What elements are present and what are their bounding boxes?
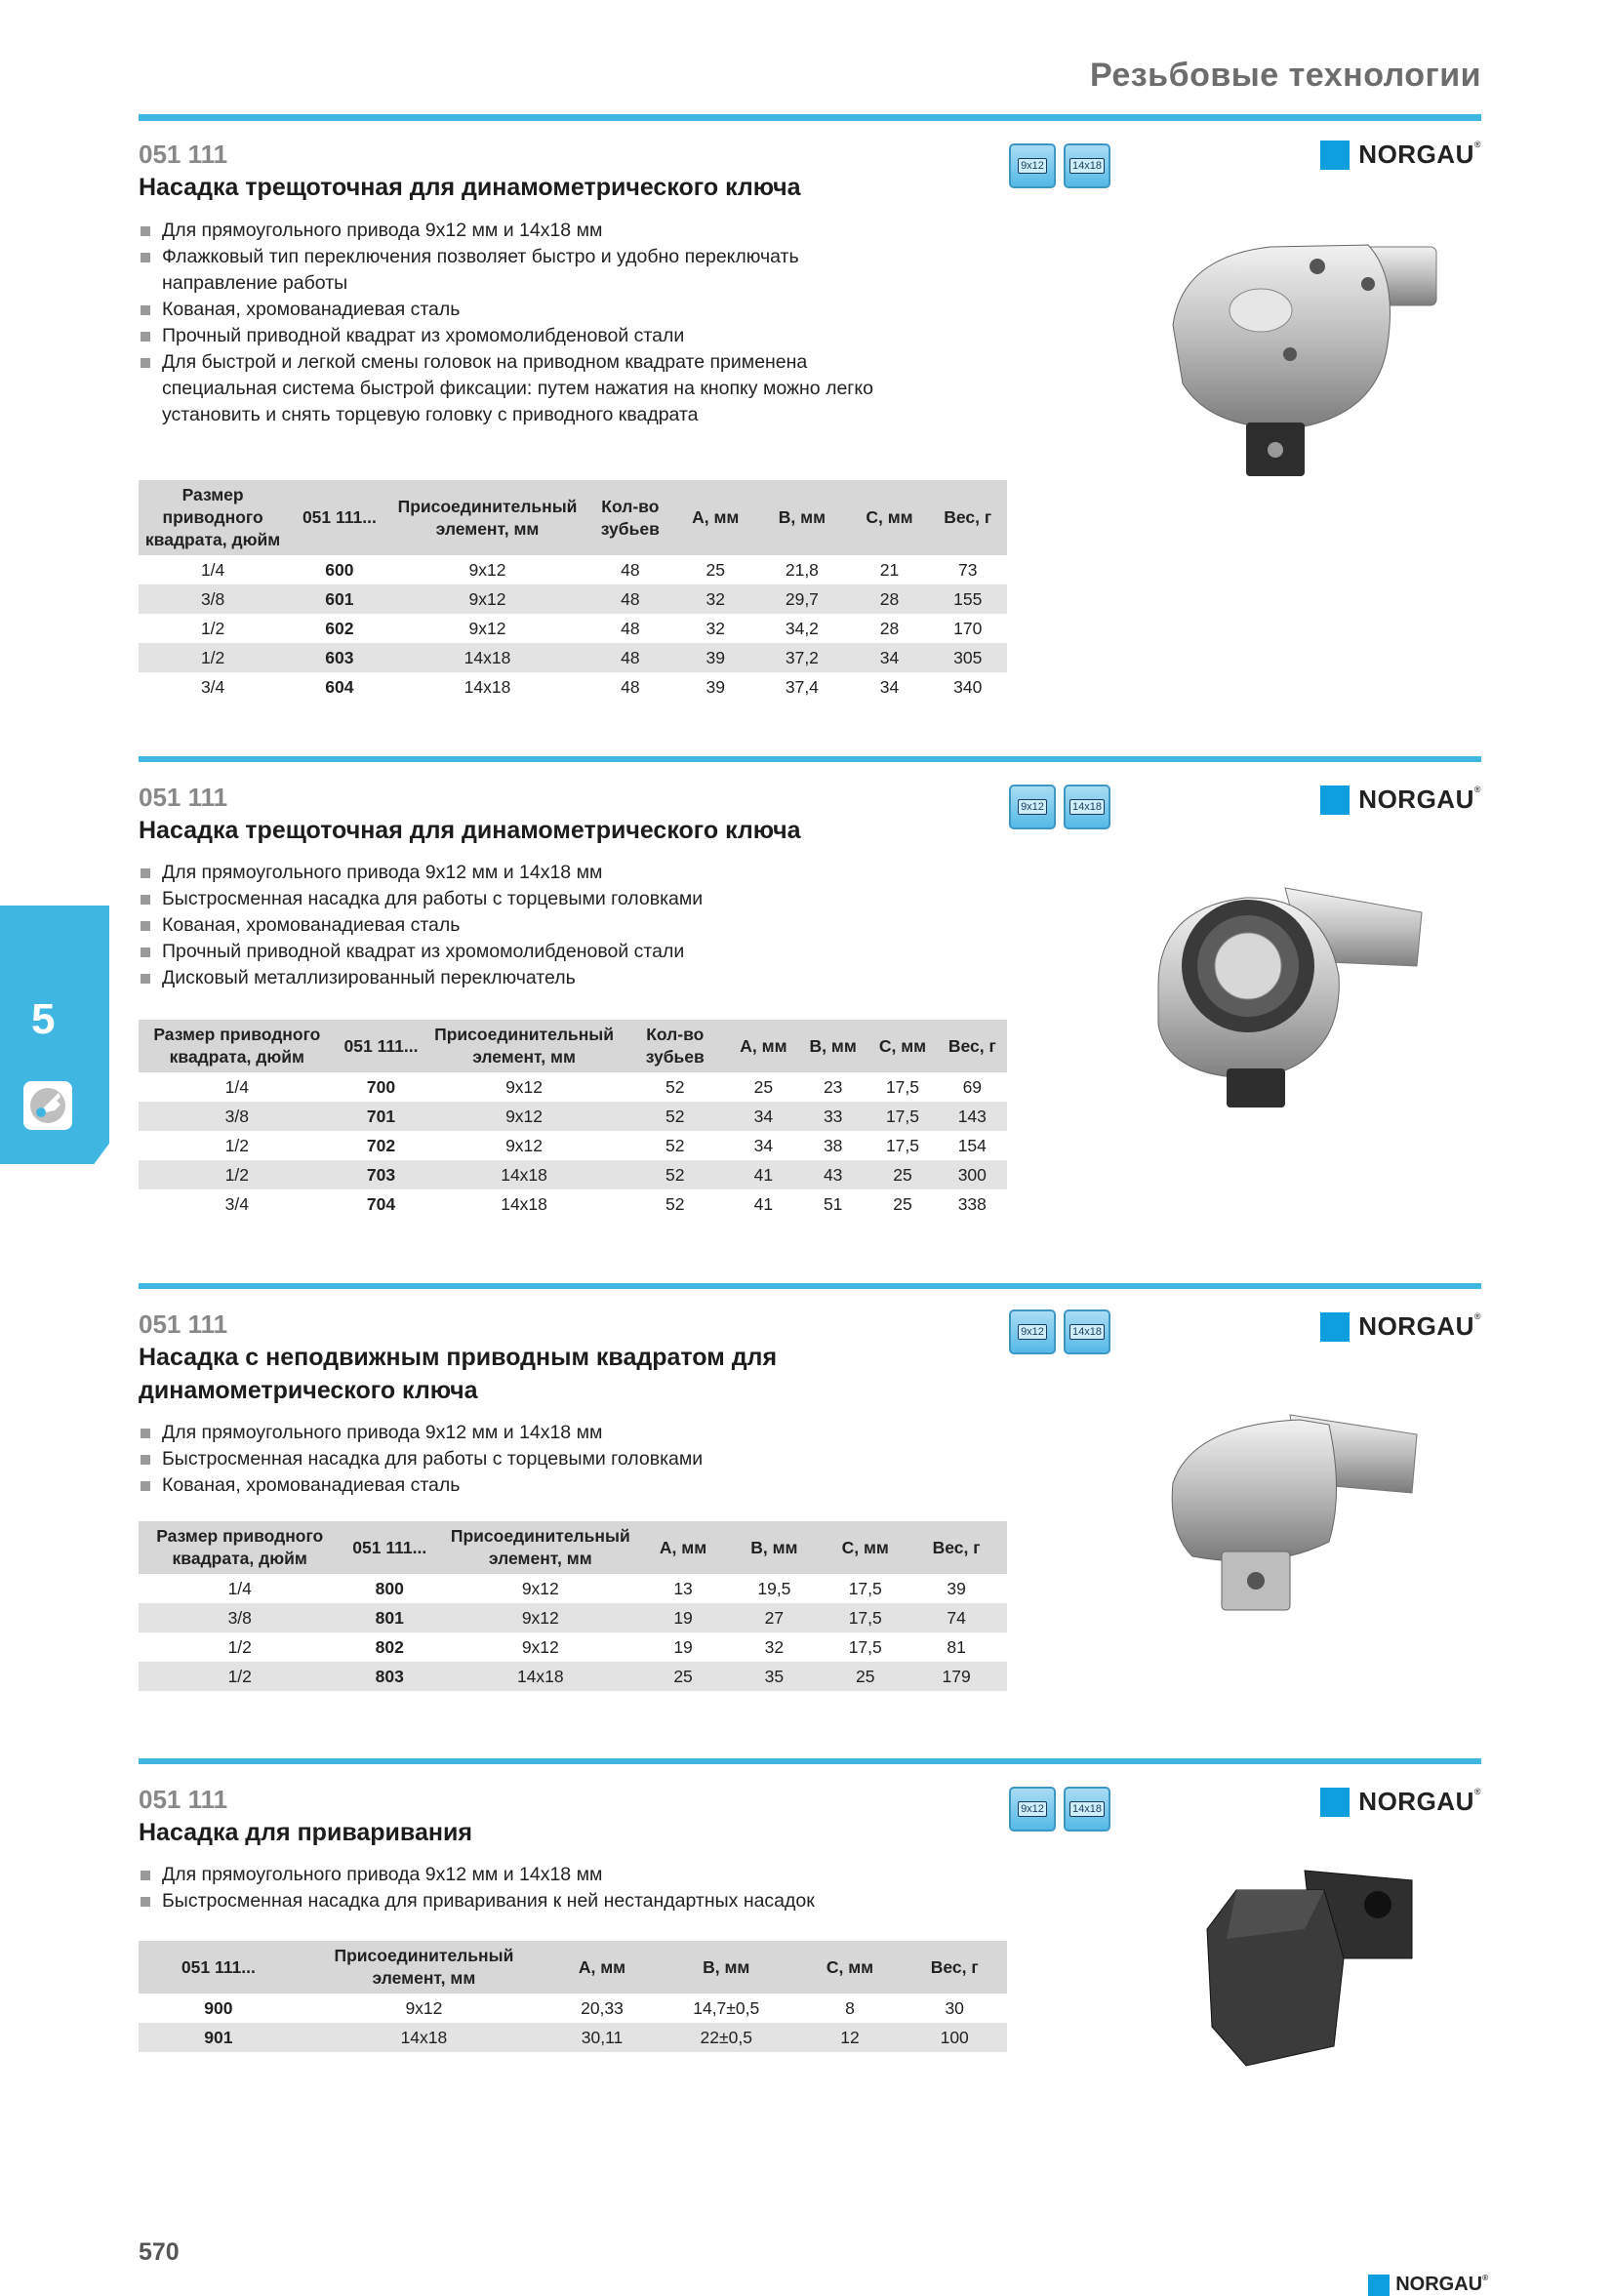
col-header: Присоединительный элемент, мм — [426, 1020, 621, 1072]
col-header: Вес, г — [906, 1521, 1007, 1574]
table-row: 1/2 602 9х12 48 32 34,2 28 170 — [200, 618, 983, 638]
feature-item: Для прямоугольного привода 9х12 мм и 14х18 мм — [139, 218, 900, 244]
col-header: А, мм — [729, 1020, 798, 1072]
badge-9x12: 9x12 — [1009, 143, 1056, 188]
table-row: 3/4 604 14х18 48 39 37,4 34 340 — [200, 676, 983, 697]
table-row: 1/2 803 14х18 25 35 25 179 — [139, 1662, 1007, 1691]
footer-brand-logo: NORGAU® — [1368, 2274, 1488, 2296]
badge-9x12: 9x12 — [1009, 1309, 1056, 1354]
table-row: 3/8 601 9х12 48 32 29,7 28 155 — [139, 584, 1007, 614]
col-header: Присоединительный элемент, мм — [299, 1941, 549, 1994]
table-row: 900 9х12 20,33 14,7±0,5 8 30 — [204, 1997, 964, 2018]
col-header: Кол-во зубьев — [583, 480, 677, 555]
col-header: А, мм — [643, 1521, 724, 1574]
table-row: 3/8 801 9х12 19 27 17,5 74 — [139, 1603, 1007, 1632]
col-header: В, мм — [753, 480, 850, 555]
ratchet-head-image — [1153, 218, 1446, 491]
brand-logo: NORGAU® — [1320, 140, 1481, 170]
spec-table — [139, 1020, 1007, 1219]
table-row: 1/4 600 9х12 48 25 21,8 21 73 — [200, 559, 978, 580]
col-header: Вес, г — [938, 1020, 1007, 1072]
col-header: С, мм — [798, 1941, 903, 1994]
product-code: 051 111 — [139, 140, 228, 169]
col-header: 051 111... — [287, 480, 391, 555]
feature-list — [139, 1862, 900, 1914]
brand-square-icon — [1368, 2275, 1390, 2296]
table-row: 1/4 800 9х12 13 19,5 17,5 39 — [227, 1578, 966, 1598]
feature-item: Прочный приводной квадрат из хромомолибденовой стали — [139, 323, 900, 349]
product-section-800 — [139, 1283, 1481, 1752]
product-code: 051 111 — [139, 783, 228, 812]
product-section-600 — [139, 140, 1481, 735]
page-header-title: Резьбовые технологии — [1090, 57, 1481, 94]
fixed-square-head-image — [1153, 1386, 1436, 1639]
brand-square-icon — [1320, 1788, 1350, 1817]
feature-item: Для прямоугольного привода 9х12 мм и 14х18 мм — [139, 860, 900, 886]
table-row: 1/2 603 14х18 48 39 37,2 34 305 — [139, 643, 1007, 672]
col-header: В, мм — [655, 1941, 798, 1994]
section-divider — [139, 1758, 1481, 1764]
badge-14x18: 14x18 — [1064, 143, 1110, 188]
table-row: 1/2 802 9х12 19 32 17,5 81 — [227, 1636, 966, 1657]
drive-size-badges — [1009, 785, 1110, 829]
feature-item: Для прямоугольного привода 9х12 мм и 14х18 мм — [139, 1862, 900, 1888]
product-title: Насадка трещоточная для динамометрического ключа — [139, 174, 801, 201]
section-divider — [139, 1283, 1481, 1289]
feature-item: Быстросменная насадка для приваривания к ней нестандартных насадок — [139, 1888, 900, 1914]
product-title: Насадка с неподвижным приводным квадратом для динамометрического ключа — [139, 1344, 778, 1404]
feature-list — [139, 860, 900, 991]
feature-item: Быстросменная насадка для работы с торцевыми головками — [139, 1446, 900, 1472]
section-divider — [139, 756, 1481, 762]
col-header: 051 111... — [336, 1020, 427, 1072]
wrench-icon — [23, 1081, 72, 1130]
product-title: Насадка трещоточная для динамометрического ключа — [139, 817, 801, 844]
badge-9x12: 9x12 — [1009, 785, 1056, 829]
table-row: 901 14х18 30,11 22±0,5 12 100 — [139, 2023, 1007, 2052]
feature-item: Кованая, хромованадиевая сталь — [139, 1472, 900, 1499]
page-number: 570 — [139, 2238, 180, 2266]
feature-list — [139, 218, 900, 428]
table-row: 1/2 703 14х18 52 41 43 25 300 — [139, 1160, 1007, 1189]
brand-logo: NORGAU® — [1320, 1787, 1481, 1817]
feature-item: Флажковый тип переключения позволяет быстро и удобно переключать направление работы — [139, 244, 900, 297]
feature-item: Кованая, хромованадиевая сталь — [139, 297, 900, 323]
brand-square-icon — [1320, 1312, 1350, 1342]
col-header: С, мм — [825, 1521, 906, 1574]
table-row: 3/4 704 14х18 52 41 51 25 338 — [224, 1193, 987, 1214]
ratchet-head-disc-image — [1139, 868, 1441, 1142]
col-header: Присоединительный элемент, мм — [438, 1521, 643, 1574]
badge-9x12: 9x12 — [1009, 1787, 1056, 1832]
col-header: А, мм — [549, 1941, 655, 1994]
product-section-900 — [139, 1758, 1481, 2168]
product-title: Насадка для приваривания — [139, 1819, 472, 1846]
col-header: Размер приводного квадрата, дюйм — [139, 1521, 341, 1574]
drive-size-badges — [1009, 1309, 1110, 1354]
product-code: 051 111 — [139, 1785, 228, 1814]
feature-item: Прочный приводной квадрат из хромомолибденовой стали — [139, 939, 900, 965]
col-header: Кол-во зубьев — [622, 1020, 729, 1072]
brand-square-icon — [1320, 141, 1350, 170]
col-header: 051 111... — [341, 1521, 438, 1574]
col-header: В, мм — [724, 1521, 826, 1574]
table-row: 1/4 700 9х12 52 25 23 17,5 69 — [224, 1076, 983, 1097]
col-header: А, мм — [677, 480, 753, 555]
badge-14x18: 14x18 — [1064, 1309, 1110, 1354]
col-header: 051 111... — [139, 1941, 299, 1994]
table-row: 1/2 702 9х12 52 34 38 17,5 154 — [224, 1135, 987, 1155]
product-code: 051 111 — [139, 1309, 228, 1339]
col-header: Присоединительный элемент, мм — [392, 480, 584, 555]
spec-table — [139, 1521, 1007, 1691]
col-header: Размер приводного квадрата, дюйм — [139, 1020, 336, 1072]
col-header: Вес, г — [928, 480, 1007, 555]
drive-size-badges — [1009, 1787, 1110, 1832]
feature-item: Кованая, хромованадиевая сталь — [139, 912, 900, 939]
header-divider — [139, 114, 1481, 121]
col-header: Размер приводного квадрата, дюйм — [139, 480, 287, 555]
col-header: В, мм — [798, 1020, 867, 1072]
spec-table — [139, 1941, 1007, 2052]
product-section-700 — [139, 756, 1481, 1264]
spec-table — [139, 480, 1007, 702]
col-header: С, мм — [851, 480, 929, 555]
chapter-number: 5 — [31, 995, 56, 1043]
col-header: Вес, г — [902, 1941, 1007, 1994]
brand-square-icon — [1320, 785, 1350, 815]
weld-on-insert-image — [1188, 1851, 1432, 2095]
feature-item: Для быстрой и легкой смены головок на приводном квадрате применена специальная система быстрой фиксации: путем нажатия на кнопку можно легко установить и снять торцевую головку с приводного квадрата — [139, 349, 900, 428]
drive-size-badges — [1009, 143, 1110, 188]
table-row: 3/8 701 9х12 52 34 33 17,5 143 — [139, 1102, 1007, 1131]
brand-logo: NORGAU® — [1320, 785, 1481, 815]
col-header: С, мм — [867, 1020, 937, 1072]
feature-item: Для прямоугольного привода 9х12 мм и 14х18 мм — [139, 1420, 900, 1446]
brand-logo: NORGAU® — [1320, 1311, 1481, 1342]
badge-14x18: 14x18 — [1064, 1787, 1110, 1832]
feature-item: Дисковый металлизированный переключатель — [139, 965, 900, 991]
feature-list — [139, 1420, 900, 1499]
feature-item: Быстросменная насадка для работы с торцевыми головками — [139, 886, 900, 912]
badge-14x18: 14x18 — [1064, 785, 1110, 829]
